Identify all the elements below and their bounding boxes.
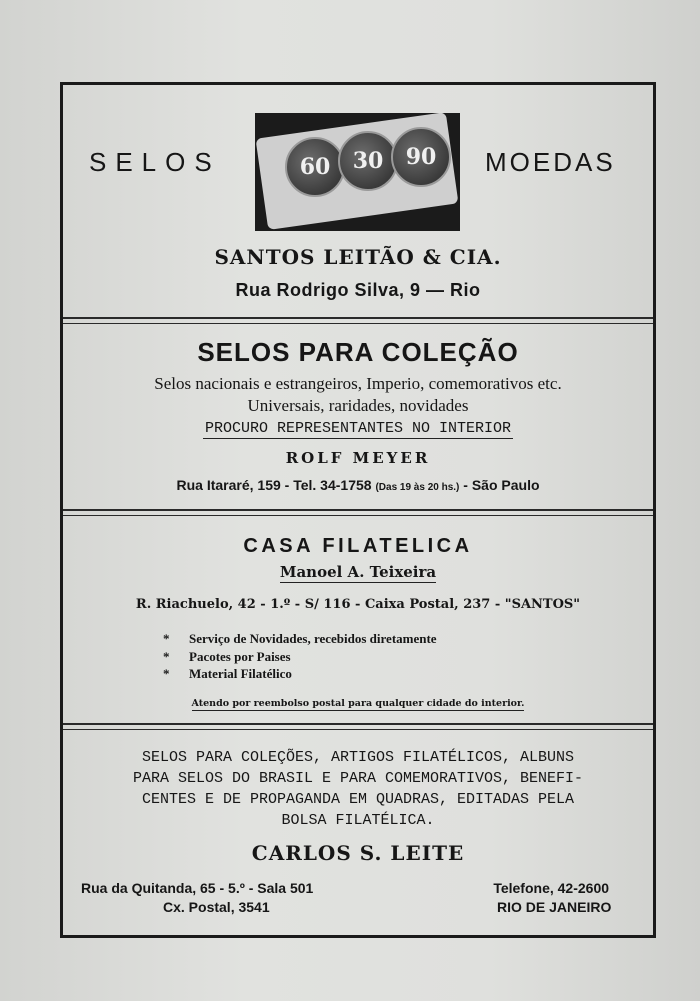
ad2-address xyxy=(63,477,653,493)
stamp-60: 60 xyxy=(285,137,345,197)
selos-label: SELOS xyxy=(89,147,221,177)
ad2-hours: (Das 19 às 20 hs.) xyxy=(375,482,460,493)
stamps-photo xyxy=(255,113,460,231)
ad4-line: BOLSA FILATÉLICA. xyxy=(281,812,435,829)
ad4-city: RIO DE JANEIRO xyxy=(497,899,612,915)
carlos-name: CARLOS S. LEITE xyxy=(251,841,465,865)
ad4-phone: Telefone, 42-2600 xyxy=(493,880,610,896)
list-item xyxy=(163,630,563,648)
ad3-address: R. Riachuelo, 42 - 1.º - S/ 116 - Caixa Postal, 237 - "SANTOS" xyxy=(135,597,581,612)
ad-casa-filatelica xyxy=(63,515,653,723)
ad2-heading: SELOS PARA COLEÇÃO xyxy=(197,337,519,367)
owner-name: Manoel A. Teixeira xyxy=(279,563,437,581)
service-text: Pacotes por Paises xyxy=(189,648,291,664)
stamp-90: 90 xyxy=(391,127,451,187)
representatives-line: PROCURO REPRESENTANTES NO INTERIOR xyxy=(204,420,512,437)
ad-santos-leitao xyxy=(63,85,653,317)
bullet: * xyxy=(163,648,170,664)
ad4-line: CENTES E DE PROPAGANDA EM QUADRAS, EDITADAS PELA xyxy=(141,791,575,808)
ad4-description xyxy=(63,747,653,831)
service-text: Material Filatélico xyxy=(189,666,292,681)
ad2-address-main: Rua Itararé, 159 - Tel. 34-1758 xyxy=(176,477,372,493)
service-text: Serviço de Novidades, recebidos diretamente xyxy=(189,631,437,646)
ad-carlos-leite xyxy=(63,729,653,935)
rolf-meyer-name: ROLF MEYER xyxy=(285,449,431,467)
ad4-contact xyxy=(491,879,611,917)
ad4-address xyxy=(81,879,313,917)
bullet: * xyxy=(163,631,170,646)
list-item xyxy=(163,665,563,683)
stamp-30: 30 xyxy=(338,131,398,191)
company-name: SANTOS LEITÃO & CIA. xyxy=(214,245,502,269)
ad4-address-line2: Cx. Postal, 3541 xyxy=(163,899,270,915)
ad-rolf-meyer xyxy=(63,323,653,509)
ad2-city: - São Paulo xyxy=(463,477,540,493)
advertisement-frame xyxy=(60,82,656,938)
ad4-line: PARA SELOS DO BRASIL E PARA COMEMORATIVOS, BENEFI- xyxy=(132,770,584,787)
ad2-line2: Universais, raridades, novidades xyxy=(247,396,469,415)
services-list xyxy=(163,630,563,683)
bullet: * xyxy=(163,666,170,681)
ad2-line1: Selos nacionais e estrangeiros, Imperio, comemorativos etc. xyxy=(154,374,562,393)
reembolso-note: Atendo por reembolso postal para qualquer cidade do interior. xyxy=(191,698,525,709)
company-address: Rua Rodrigo Silva, 9 — Rio xyxy=(235,280,481,300)
ad4-address-line1: Rua da Quitanda, 65 - 5.º - Sala 501 xyxy=(81,880,314,896)
list-item xyxy=(163,648,563,666)
casa-heading: CASA FILATELICA xyxy=(243,535,473,557)
moedas-label: MOEDAS xyxy=(485,147,616,177)
ad4-line: SELOS PARA COLEÇÕES, ARTIGOS FILATÉLICOS, ALBUNS xyxy=(141,749,575,766)
